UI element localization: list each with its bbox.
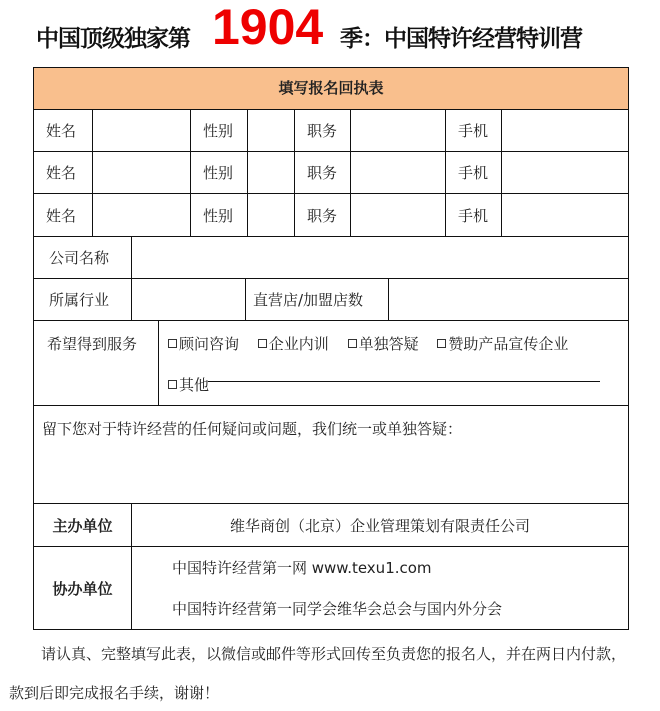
phone-label: 手机: [445, 151, 502, 194]
gender-input-3[interactable]: [247, 193, 295, 237]
service-option-sponsorship[interactable]: 赞助产品宣传企业: [437, 335, 568, 353]
form-header: 填写报名回执表: [33, 67, 629, 110]
title-suffix: 季：中国特许经营特训营: [340, 26, 582, 52]
company-label: 公司名称: [33, 236, 132, 279]
gender-label: 性别: [190, 193, 248, 237]
gender-label: 性别: [190, 151, 248, 194]
organizer-value: 维华商创（北京）企业管理策划有限责任公司: [131, 503, 629, 547]
industry-label: 所属行业: [33, 278, 132, 321]
organizer-label: 主办单位: [33, 503, 132, 547]
checkbox-icon[interactable]: [348, 339, 357, 348]
gender-input-1[interactable]: [247, 109, 295, 152]
service-option-qa[interactable]: 单独答疑: [348, 335, 419, 353]
phone-input-3[interactable]: [501, 193, 629, 237]
store-count-label: 直营店/加盟店数: [245, 278, 389, 321]
position-input-3[interactable]: [350, 193, 446, 237]
name-input-2[interactable]: [92, 151, 191, 194]
checkbox-icon[interactable]: [258, 339, 267, 348]
registration-form-table: [33, 67, 629, 630]
name-label: 姓名: [33, 193, 93, 237]
position-input-1[interactable]: [350, 109, 446, 152]
service-option-consulting[interactable]: 顾问咨询: [168, 335, 239, 353]
gender-input-2[interactable]: [247, 151, 295, 194]
page-title: [0, 0, 660, 64]
checkbox-icon[interactable]: [437, 339, 446, 348]
title-prefix: 中国顶级独家第: [36, 26, 190, 52]
other-service-input-line[interactable]: [208, 381, 600, 382]
phone-label: 手机: [445, 193, 502, 237]
question-cell[interactable]: [33, 405, 629, 504]
service-option-other[interactable]: 其他: [168, 376, 209, 394]
name-input-3[interactable]: [92, 193, 191, 237]
phone-label: 手机: [445, 109, 502, 152]
position-label: 职务: [294, 151, 351, 194]
instruction-line-1: 请认真、完整填写此表，以微信或邮件等形式回传至负责您的报名人，并在两日内付款，: [41, 645, 627, 663]
co-organizer-cell: [131, 546, 629, 630]
gender-label: 性别: [190, 109, 248, 152]
store-count-input[interactable]: [388, 278, 629, 321]
position-label: 职务: [294, 193, 351, 237]
phone-input-2[interactable]: [501, 151, 629, 194]
co-organizer-value-2: 中国特许经营第一同学会维华会总会与国内外分会: [172, 600, 503, 618]
name-label: 姓名: [33, 151, 93, 194]
phone-input-1[interactable]: [501, 109, 629, 152]
instruction-line-2: 款到后即完成报名手续，谢谢！: [9, 684, 220, 702]
company-input[interactable]: [131, 236, 629, 279]
services-options-cell: [158, 320, 629, 406]
checkbox-icon[interactable]: [168, 380, 177, 389]
name-input-1[interactable]: [92, 109, 191, 152]
co-organizer-value-1: 中国特许经营第一网 www.texu1.com: [172, 559, 432, 577]
services-label-cell: [33, 320, 159, 406]
name-label: 姓名: [33, 109, 93, 152]
title-session-number: 1904: [212, 0, 324, 55]
co-organizer-label: 协办单位: [33, 546, 132, 630]
checkbox-icon[interactable]: [168, 339, 177, 348]
position-label: 职务: [294, 109, 351, 152]
question-prompt: 留下您对于特许经营的任何疑问或问题，我们统一或单独答疑：: [42, 420, 463, 438]
industry-input[interactable]: [131, 278, 246, 321]
service-option-training[interactable]: 企业内训: [258, 335, 329, 353]
position-input-2[interactable]: [350, 151, 446, 194]
services-label: 希望得到服务: [47, 335, 138, 353]
